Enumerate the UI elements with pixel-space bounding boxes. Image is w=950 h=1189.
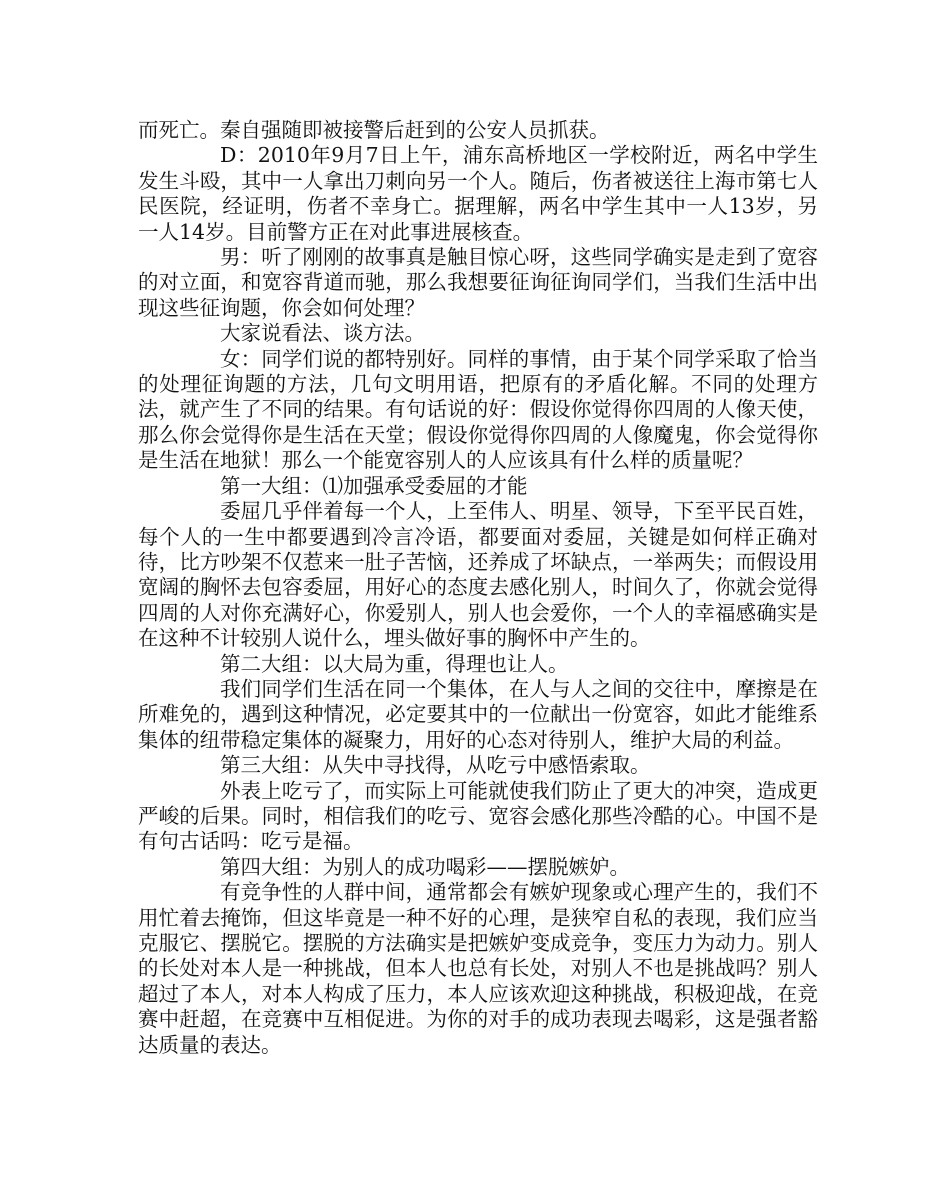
paragraph: D：2010年9月7日上午，浦东高桥地区一学校附近，两名中学生发生斗殴，其中一人拿出刀刺向另一个人。随后，伤者被送往上海市第七人民医院，经证明，伤者不幸身亡。据理解，两名中学生其中一人13岁，另一人14岁。目前警方正在对此事进展核查。 [138, 143, 818, 244]
paragraph: 委屈几乎伴着每一个人，上至伟人、明星、领导，下至平民百姓，每个人的一生中都要遇到冷言冷语，都要面对委屈，关键是如何样正确对待，比方吵架不仅惹来一肚子苦恼，还养成了坏缺点，一举两失；而假设用宽阔的胸怀去包容委屈，用好心的态度去感化别人，时间久了，你就会觉得四周的人对你充满好心，你爱别人，别人也会爱你，一个人的幸福感确实是在这种不计较别人说什么，埋头做好事的胸怀中产生的。 [138, 499, 818, 651]
section-heading: 第四大组：为别人的成功喝彩——摆脱嫉妒。 [220, 854, 630, 879]
paragraph: 外表上吃亏了，而实际上可能就使我们防止了更大的冲突，造成更严峻的后果。同时，相信我们的吃亏、宽容会感化那些冷酷的心。中国不是有句古话吗：吃亏是福。 [138, 778, 818, 854]
section-heading: 第三大组：从失中寻找得，从吃亏中感悟索取。 [220, 753, 651, 778]
paragraph: 男：听了刚刚的故事真是触目惊心呀，这些同学确实是走到了宽容的对立面，和宽容背道而驰，那么我想要征询征询同学们，当我们生活中出现这些征询题，你会如何处理？ [138, 245, 818, 320]
document-body [138, 118, 818, 1058]
section-heading: 第二大组：以大局为重，得理也让人。 [220, 651, 569, 676]
paragraph: 我们同学们生活在同一个集体，在人与人之间的交往中，摩擦是在所难免的，遇到这种情况，必定要其中的一位献出一份宽容，如此才能维系集体的纽带稳定集体的凝聚力，用好的心态对待别人，维护大局的利益。 [138, 676, 818, 752]
paragraph: 而死亡。秦自强随即被接警后赶到的公安人员抓获。 [138, 118, 610, 142]
section-heading: 第一大组：⑴加强承受委屈的才能 [220, 473, 528, 498]
paragraph: 女：同学们说的都特别好。同样的事情，由于某个同学采取了恰当的处理征询题的方法，几句文明用语，把原有的矛盾化解。不同的处理方法，就产生了不同的结果。有句话说的好：假设你觉得你四周的人像天使，那么你会觉得你是生活在天堂；假设你觉得你四周的人像魔鬼，你会觉得你是生活在地狱！那么一个能宽容别人的人应该具有什么样的质量呢？ [138, 346, 818, 473]
paragraph: 有竞争性的人群中间，通常都会有嫉妒现象或心理产生的，我们不用忙着去掩饰，但这毕竟是一种不好的心理，是狭窄自私的表现，我们应当克服它、摆脱它。摆脱的方法确实是把嫉妒变成竞争，变压力为动力。别人的长处对本人是一种挑战，但本人也总有长处，对别人不也是挑战吗？别人超过了本人，对本人构成了压力，本人应该欢迎这种挑战，积极迎战，在竞赛中赶超，在竞赛中互相促进。为你的对手的成功表现去喝彩，这是强者豁达质量的表达。 [138, 880, 818, 1057]
paragraph: 大家说看法、谈方法。 [220, 321, 425, 346]
